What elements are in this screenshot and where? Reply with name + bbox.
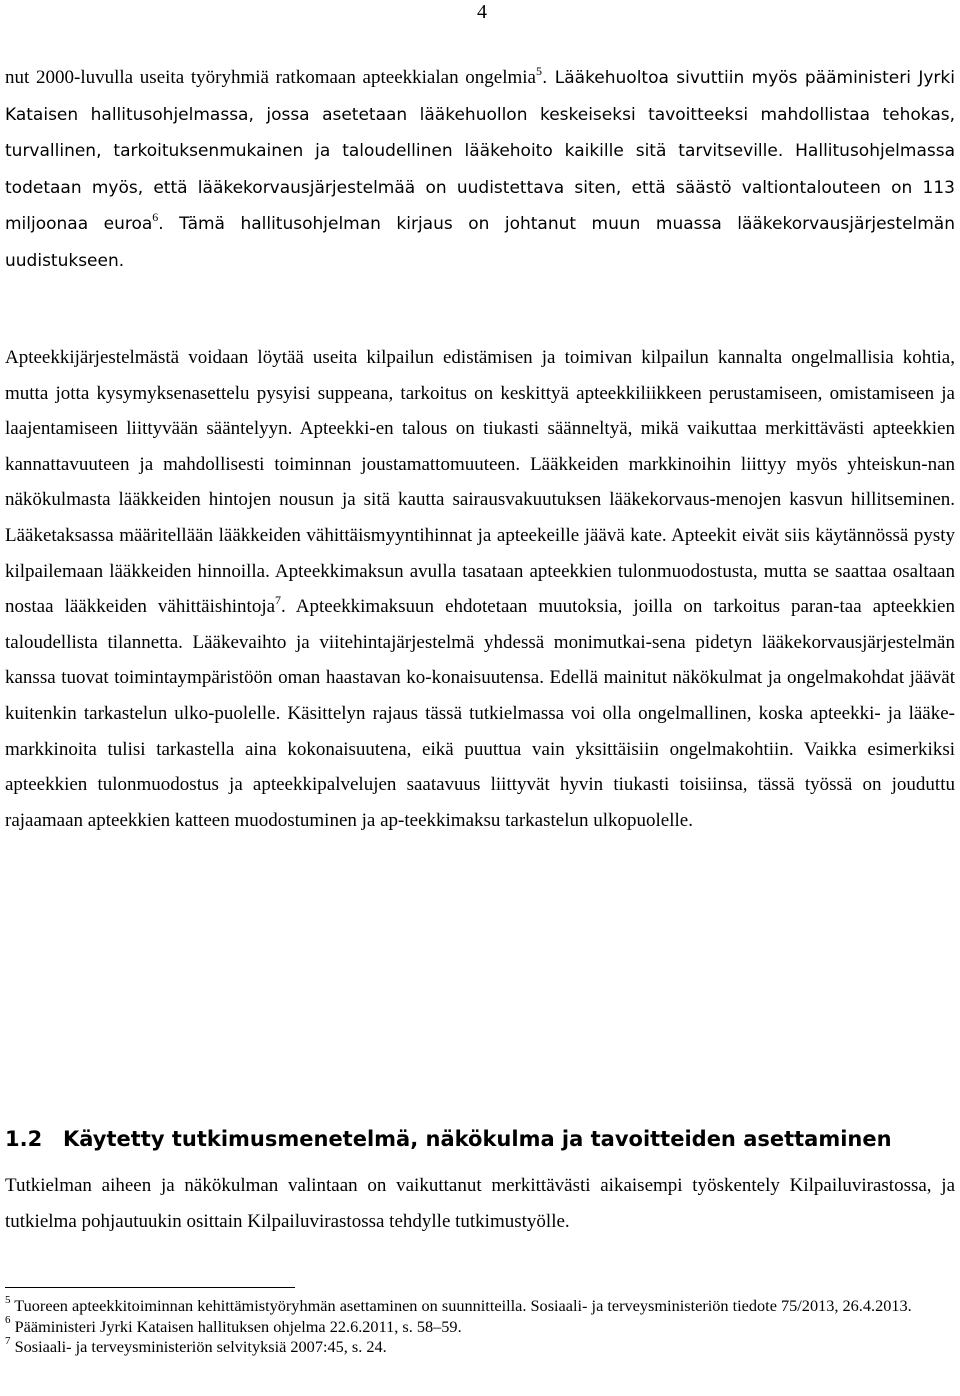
footnote-ref-7[interactable]: 7 [275, 592, 282, 607]
paragraph-2-text-a: Apteekkijärjestelmästä voidaan löytää useita kilpailun edistämisen ja toimivan kilpailun kannalta ongelmallisia kohtia, mutta jotta kysymyksenasettelu pysyisi suppeana, tarkoitus on keskittyä apteekkiliikkeen perustamiseen, omistamiseen ja laajentamiseen liittyvään sääntelyyn. Apteekki-en talous on tiukasti säänneltyä, mikä vaikuttaa merkittävästi apteekkien kannattavuuteen ja mahdollisesti toiminnan joustamattomuuteen. Lääkkeiden markkinoihin liittyy myös yhteiskun-nan näkökulmasta lääkkeiden hintojen nousun ja sitä kautta sairausvakuutuksen lääkekorvaus-menojen kasvun hillitseminen. Lääketaksassa määritellään lääkkeiden vähittäismyyntihinnat ja apteekeille jäävä kate. Apteekit eivät siis käytännössä pysty kilpailemaan lääkkeiden hinnoilla. Apteekkimaksun avulla tasataan apteekkien tulonmuodostusta, mutta se saattaa osaltaan nostaa lääkkeiden vähittäishintoja [5, 347, 955, 618]
section-heading [5, 1124, 955, 1154]
paragraph-2 [5, 340, 955, 838]
paragraph-1-text-a: nut 2000-luvulla useita työryhmiä ratkomaan apteekkialan ongelmia [5, 67, 536, 88]
footnote-mark: 6 [5, 1314, 11, 1327]
footnotes [5, 1293, 955, 1358]
footnote-text: Tuoreen apteekkitoiminnan kehittämistyöryhmän asettaminen on suunnitteilla. Sosiaali- ja terveysministeriön tiedote 75/2013, 26.4.2013. [10, 1296, 912, 1315]
page-number: 4 [477, 1, 487, 23]
paragraph-1-text-c: . Tämä hallitusohjelman kirjaus on johtanut muun muassa lääkekorvausjärjestelmän uudistukseen. [5, 214, 956, 271]
paragraph-1-text-b: . Lääkehuoltoa sivuttiin myös pääministeri Jyrki Kataisen hallitusohjelmassa, jossa asetetaan lääkehuollon keskeiseksi tavoitteeksi mahdollistaa tehokas, turvallinen, tarkoituksenmukainen ja taloudellinen lääkehoito kaikille sitä tarvitseville. Hallitusohjelmassa todetaan myös, että lääkekorvausjärjestelmää on uudistettava siten, että säästö valtiontalouteen on 113 miljoonaa euroa [5, 68, 955, 235]
footnote-7 [5, 1334, 955, 1358]
footnote-6 [5, 1314, 955, 1338]
section-title: Käytetty tutkimusmenetelmä, näkökulma ja tavoitteiden asettaminen [63, 1127, 892, 1151]
footnote-5 [5, 1293, 955, 1317]
footnote-ref-5[interactable]: 5 [535, 63, 542, 78]
footnote-text: Sosiaali- ja terveysministeriön selvityksiä 2007:45, s. 24. [10, 1337, 387, 1357]
footnote-separator [5, 1287, 295, 1288]
footnote-ref-6[interactable]: 6 [152, 210, 159, 225]
paragraph-2-text-b: . Apteekkimaksuun ehdotetaan muutoksia, joilla on tarkoitus paran-taa apteekkien taloudellista tilannetta. Lääkevaihto ja viitehintajärjestelmä yhdessä monimutkai-sena pidetyn lääkekorvausjärjestelmän kanssa tuovat toimintaympäristöön oman haastavan ko-konaisuutensa. Edellä mainitut näkökulmat ja ongelmakohdat jäävät kuitenkin tarkastelun ulko-puolelle. Käsittelyn rajaus tässä tutkielmassa voi olla ongelmallinen, koska apteekki- ja lääke-markkinoita tulisi tarkastella aina kokonaisuutena, eikä puuttua vain yksittäisiin ongelmakohtiin. Vaikka esimerkiksi apteekkien tulonmuodostus ja apteekkipalvelujen saatavuus liittyvät hyvin tiukasti toisiinsa, tässä työssä on jouduttu rajaamaan apteekkien katteen muodostuminen ja ap-teekkimaksu tarkastelun ulkopuolelle. [5, 596, 955, 831]
footnote-mark: 7 [5, 1334, 11, 1347]
footnote-mark: 5 [5, 1293, 11, 1306]
paragraph-1 [5, 60, 955, 280]
section-number: 1.2 [5, 1127, 43, 1151]
paragraph-3: Tutkielman aiheen ja näkökulman valintaan on vaikuttanut merkittävästi aikaisempi työskentely Kilpailuvirastossa, ja tutkielma pohjautuukin osittain Kilpailuvirastossa tehdylle tutkimustyölle. [5, 1175, 955, 1232]
footnote-text: Pääministeri Jyrki Kataisen hallituksen ohjelma 22.6.2011, s. 58–59. [10, 1316, 462, 1336]
